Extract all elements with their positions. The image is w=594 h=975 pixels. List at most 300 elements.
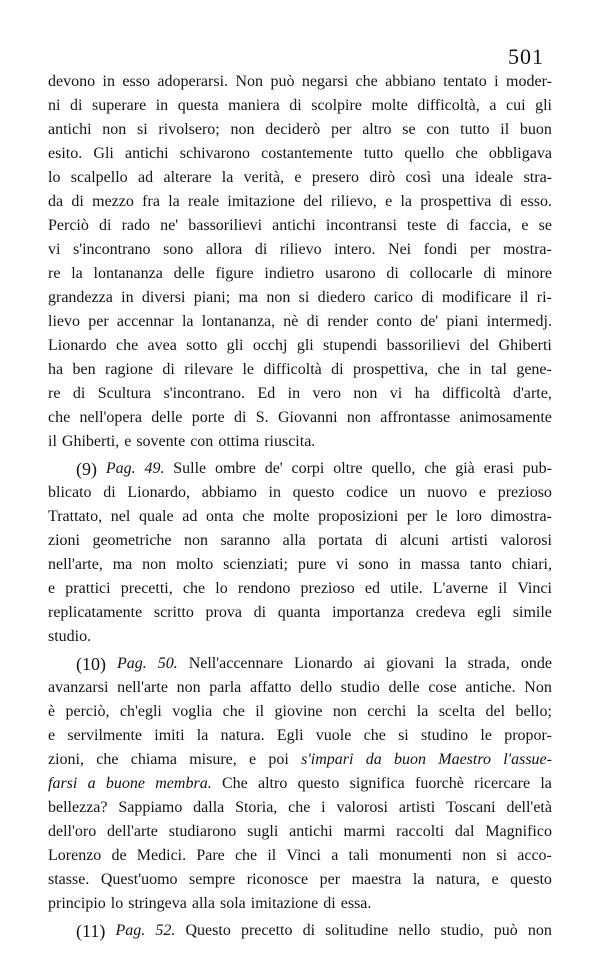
line-text-word: Toscani	[446, 799, 496, 816]
line-text-word: di	[446, 217, 459, 234]
line-text-word: che	[234, 847, 258, 864]
note-number-word: (9)	[76, 459, 97, 479]
footnote-11	[48, 919, 552, 943]
line-text-word: valorosi	[336, 799, 388, 816]
line-text-word: accennar	[116, 313, 174, 330]
page-reference-word: Pag.	[105, 460, 136, 477]
line-text-word: zioni	[48, 532, 80, 549]
line-text-word: in	[102, 73, 115, 90]
line-text-word: credeva	[415, 604, 466, 621]
line-text-word: teste	[407, 217, 437, 234]
line-text-word: quello	[404, 145, 445, 162]
line-text-word: che	[115, 337, 139, 354]
line-text-word: delle	[151, 409, 183, 426]
line-text-word: simile	[512, 604, 552, 621]
line-text-word: a	[331, 847, 339, 864]
line-text-word: di	[70, 97, 83, 114]
line-text-word: Nei	[388, 241, 412, 258]
line-text-word: S.	[255, 409, 269, 426]
line-text-word: difficoltà	[263, 361, 322, 378]
line-text-word: che	[455, 145, 478, 162]
line-text-word: stra-	[523, 169, 552, 186]
line-text-word: Lionardo	[294, 655, 353, 672]
line-text-word: avanzarsi	[48, 679, 109, 696]
line-text-word: misure,	[189, 751, 237, 768]
line-text-word: in	[155, 97, 169, 114]
line-text-word: sotto	[186, 337, 218, 354]
line-text-word: piani	[446, 313, 479, 330]
line-text-word: di	[254, 241, 268, 258]
line-text-word: portata	[318, 532, 363, 549]
line-text-word: di	[71, 193, 84, 210]
line-text-word: si	[398, 727, 409, 744]
line-text-word: scienziati;	[223, 556, 288, 573]
line-text-word: di	[233, 409, 247, 426]
quoted-phrase-word: s'impari	[301, 751, 354, 768]
text-line	[48, 166, 552, 190]
line-text-word: scolpire	[311, 97, 362, 114]
line-text-word: le	[242, 361, 255, 378]
line-text-word: re	[48, 265, 61, 282]
line-text-word: dell'oro	[48, 823, 97, 840]
line-text-word: giovine	[274, 703, 323, 720]
line-text-word: poi	[268, 751, 289, 768]
line-text-word: può	[270, 73, 295, 90]
line-text-word: non	[266, 289, 291, 306]
line-text-word: voglia	[172, 703, 213, 720]
text-line	[48, 481, 552, 505]
line-text-word: lo	[48, 169, 61, 186]
line-text-word: rilievo,	[331, 193, 377, 210]
line-text-word: rivolsero;	[158, 121, 220, 138]
line-text-word: sempre	[189, 871, 236, 888]
line-text-word: di	[421, 289, 434, 306]
line-text-word: nell'arte,	[48, 556, 103, 573]
text-line	[48, 214, 552, 238]
text-line	[48, 724, 552, 748]
quoted-phrase-word: l'assue-	[503, 751, 552, 768]
line-text-word: solitudine	[325, 922, 389, 939]
line-text-word: il	[255, 703, 265, 720]
line-text-word: di	[499, 193, 513, 210]
text-line	[48, 457, 552, 481]
line-text-word: di	[103, 484, 116, 501]
line-text-word: blicato	[48, 484, 92, 501]
line-text-word: bassorilievi	[386, 337, 461, 354]
line-text-word: le	[435, 508, 448, 525]
line-text-word: costantemente	[261, 145, 353, 162]
line-text-word: delle	[388, 679, 420, 696]
line-text-word: prezioso	[300, 580, 355, 597]
line-text-word: questa	[177, 97, 219, 114]
line-text-word: e	[294, 169, 302, 186]
line-text-word: occhj	[252, 337, 288, 354]
line-text-word: la	[540, 775, 552, 792]
note-number-word: (11)	[76, 921, 106, 941]
note-number-word: (10)	[76, 654, 106, 674]
line-text-word: alla	[282, 532, 306, 549]
line-text-word: questo	[297, 775, 340, 792]
text-line	[48, 70, 552, 94]
line-text-word: non	[332, 703, 357, 720]
line-text-word: deciderò	[265, 121, 321, 138]
line-text-word: la	[181, 313, 194, 330]
text-line	[48, 820, 552, 844]
line-text-word: di	[483, 265, 496, 282]
line-text-word: studio.	[48, 628, 92, 645]
line-text-word: studio,	[440, 922, 484, 939]
line-text-word: non	[346, 409, 371, 426]
line-text-word: gli	[296, 337, 314, 354]
line-text-word: sovente	[136, 433, 186, 450]
line-text-word: natura.	[220, 727, 265, 744]
line-text-word: precetto	[240, 922, 293, 939]
line-text-word: non	[462, 847, 487, 864]
line-text-word: giovani	[386, 655, 435, 672]
line-text-word: antiche.	[465, 679, 516, 696]
line-text-word: moder-	[506, 73, 552, 90]
line-text-word: Vinci	[517, 580, 552, 597]
text-line	[48, 676, 552, 700]
text-line	[48, 553, 552, 577]
line-text-word: conto	[376, 313, 412, 330]
line-text-word: grandezza	[48, 289, 113, 306]
line-text-word: sono	[358, 556, 389, 573]
line-text-word: e	[385, 193, 393, 210]
line-text-word: la	[221, 169, 234, 186]
line-text-word: Quest'uomo	[100, 871, 178, 888]
line-text-word: piani;	[193, 289, 231, 306]
line-text-word: principio	[48, 895, 106, 912]
line-text-word: verità,	[243, 169, 285, 186]
line-text-word: re	[48, 385, 61, 402]
line-text-word: quale	[138, 508, 174, 525]
line-text-word: se	[402, 121, 416, 138]
line-text-word: adoperarsi.	[157, 73, 229, 90]
line-text-word: sono	[163, 241, 194, 258]
line-text-word: di	[302, 922, 316, 939]
line-text-word: già	[455, 460, 475, 477]
line-text-word: schivarono	[179, 145, 250, 162]
line-text-word: ed	[364, 580, 380, 597]
line-text-word: importanza	[332, 604, 405, 621]
line-text-word: erasi	[483, 460, 514, 477]
line-text-word: stupendi	[323, 337, 378, 354]
page-reference-word: Pag.	[115, 922, 146, 939]
line-text-word: antichi	[125, 145, 169, 162]
line-text-word: Scultura	[97, 385, 152, 402]
text-line	[48, 190, 552, 214]
line-text-word: molte	[371, 97, 408, 114]
line-text-word: modificare	[441, 289, 512, 306]
line-text-word: di	[386, 265, 399, 282]
line-text-word: non	[102, 121, 127, 138]
line-text-word: obbligava	[488, 145, 552, 162]
line-text-word: cerchi	[367, 703, 407, 720]
line-text-word: di	[323, 895, 336, 912]
line-text-word: e	[48, 727, 56, 744]
line-text-word: si	[496, 847, 508, 864]
line-text-word: non	[183, 532, 208, 549]
line-text-word: carico	[373, 289, 413, 306]
line-text-word: collocarle	[409, 265, 473, 282]
line-text-word: che	[437, 361, 460, 378]
line-text-word: acco-	[517, 847, 552, 864]
line-text-word: con	[190, 433, 214, 450]
text-line	[48, 94, 552, 118]
body-text	[48, 70, 552, 943]
line-text-word: precetti,	[120, 580, 173, 597]
line-text-word: tali	[348, 847, 369, 864]
line-text-word: tutto	[363, 145, 394, 162]
text-line	[48, 868, 552, 892]
quoted-phrase-word: da	[365, 751, 382, 768]
line-text-word: che	[182, 580, 206, 597]
line-text-word: oltre	[333, 460, 363, 477]
line-text-word: Egli	[276, 727, 304, 744]
quoted-phrase-word: farsi	[48, 775, 78, 792]
page-reference-word: Pag.	[116, 655, 147, 672]
line-text-word: il	[519, 289, 529, 306]
line-text-word: non	[142, 556, 167, 573]
line-text-word: Perciò	[48, 217, 89, 234]
line-text-word: s'incontrano.	[163, 385, 246, 402]
line-text-word: in	[121, 289, 134, 306]
line-text-word: ma	[238, 289, 259, 306]
line-text-word: alterare	[163, 169, 212, 186]
line-text-word: può	[493, 922, 518, 939]
line-text-word: marmi	[343, 823, 386, 840]
line-text-word: Non	[524, 679, 552, 696]
line-text-word: artisti	[451, 532, 488, 549]
line-text-word: Lionardo	[48, 337, 107, 354]
line-text-word: mostra-	[502, 241, 552, 258]
line-text-word: è	[48, 703, 56, 720]
line-text-word: di	[375, 532, 388, 549]
line-text-word: di	[331, 361, 344, 378]
line-text-word: replicatamente	[48, 604, 143, 621]
line-text-word: per	[470, 241, 491, 258]
line-text-word: la	[412, 871, 425, 888]
line-text-word: ombre	[214, 460, 256, 477]
line-text-word: quello,	[371, 460, 416, 477]
line-text-word: di	[289, 97, 302, 114]
line-text-word: animosamente	[459, 409, 552, 426]
line-text-word: tal	[490, 361, 507, 378]
line-text-word: il	[498, 580, 508, 597]
line-text-word: stringeva	[128, 895, 187, 912]
line-text-word: molto	[175, 556, 214, 573]
line-text-word: che	[355, 73, 378, 90]
line-text-word: corpi	[291, 460, 325, 477]
line-text-word: dell'età	[506, 799, 552, 816]
line-text-word: imiti	[154, 727, 185, 744]
line-text-word: maniera	[228, 97, 280, 114]
line-text-word: prattici	[65, 580, 111, 597]
line-text-word: proposizioni	[318, 508, 399, 525]
line-text-word: buon	[519, 121, 552, 138]
line-text-word: Medici.	[136, 847, 187, 864]
line-text-word: gli	[226, 337, 244, 354]
line-text-word: di	[306, 313, 320, 330]
line-text-word: del	[469, 337, 490, 354]
line-text-word: Giovanni	[278, 409, 338, 426]
line-text-word: ad	[138, 169, 154, 186]
line-text-word: la	[196, 727, 209, 744]
line-text-word: ragione	[105, 361, 153, 378]
line-text-word: nello	[398, 922, 431, 939]
line-text-word: indietro	[264, 265, 315, 282]
line-text-word: codice	[346, 484, 388, 501]
line-text-word: tentato	[443, 73, 487, 90]
line-text-word: abbiano	[385, 73, 436, 90]
line-text-word: si	[298, 289, 310, 306]
line-text-word: ad	[182, 508, 198, 525]
text-line	[48, 430, 552, 454]
line-text-word: utile.	[390, 580, 423, 597]
text-line	[48, 334, 552, 358]
line-text-word: prezioso	[497, 484, 552, 501]
line-text-word: egli	[477, 604, 502, 621]
line-text-word: chiama	[130, 751, 177, 768]
line-text-word: i	[494, 73, 499, 90]
line-text-word: non	[230, 121, 255, 138]
line-text-word: la	[416, 703, 429, 720]
line-text-word: chiari,	[511, 556, 552, 573]
text-line	[48, 118, 552, 142]
line-text-word: dal	[454, 823, 475, 840]
line-text-word: fuorchè	[415, 775, 464, 792]
line-text-word: delle	[173, 265, 205, 282]
line-text-word: loro	[456, 508, 482, 525]
line-text-word: studio	[340, 679, 380, 696]
line-text-word: prospettiva	[420, 193, 492, 210]
page-reference-word: 50.	[157, 655, 178, 672]
line-text-word: difficoltà	[442, 385, 501, 402]
line-text-word: per	[406, 508, 428, 525]
footnote-9	[48, 457, 552, 649]
line-text-word: per	[319, 871, 341, 888]
line-text-word: parla	[209, 679, 242, 696]
text-line	[48, 601, 552, 625]
line-text-word: intermedj.	[486, 313, 552, 330]
line-text-word: lo	[215, 580, 228, 597]
line-text-word: prospettiva,	[353, 361, 429, 378]
line-text-word: L'averne	[432, 580, 489, 597]
line-text-word: scelta	[438, 703, 476, 720]
line-text-word: che	[363, 727, 386, 744]
line-text-word: che	[96, 751, 119, 768]
line-text-word: Lionardo,	[127, 484, 191, 501]
line-text-word: usarono	[324, 265, 376, 282]
line-text-word: de'	[264, 460, 283, 477]
line-text-word: bassorilievi	[188, 217, 263, 234]
line-text-word: vuole	[315, 727, 352, 744]
line-text-word: non	[353, 385, 378, 402]
line-text-word: si	[137, 121, 148, 138]
line-text-word: così	[405, 169, 432, 186]
line-text-word: fra	[142, 193, 160, 210]
line-text-word: che	[424, 460, 447, 477]
line-text-word: ben	[72, 361, 96, 378]
line-text-word: Lorenzo	[48, 847, 102, 864]
line-text-word: gli	[535, 97, 552, 114]
line-text-word: essa.	[340, 895, 372, 912]
line-text-word: ma	[112, 556, 133, 573]
line-text-word: pub-	[522, 460, 552, 477]
line-text-word: i	[321, 799, 326, 816]
line-text-word: monumenti	[379, 847, 452, 864]
line-text-word: studino	[421, 727, 469, 744]
line-text-word: quanta	[277, 604, 321, 621]
line-text-word: diversi	[141, 289, 186, 306]
line-text-word: sugli	[247, 823, 279, 840]
line-text-word: saranno	[220, 532, 271, 549]
line-text-word: nè	[283, 313, 299, 330]
line-text-word: del	[485, 703, 506, 720]
line-text-word: Questo	[185, 922, 231, 939]
line-text-word: molte	[273, 508, 310, 525]
line-text-word: devono	[48, 73, 96, 90]
line-text-word: studiarono	[168, 823, 237, 840]
line-text-word: antichi	[272, 217, 316, 234]
line-text-word: de'	[420, 313, 439, 330]
line-text-word: fondi	[423, 241, 458, 258]
line-text-word: per	[88, 313, 109, 330]
line-text-word: bello;	[515, 703, 552, 720]
line-text-word: massa	[420, 556, 460, 573]
line-text-word: altro	[362, 121, 392, 138]
text-line	[48, 577, 552, 601]
line-text-word: propor-	[504, 727, 552, 744]
footnote-10	[48, 652, 552, 916]
line-text-word: affrontasse	[380, 409, 451, 426]
line-text-word: non	[527, 922, 552, 939]
line-text-word: imitazione	[250, 895, 319, 912]
line-text-word: in	[469, 361, 482, 378]
line-text-word: sola	[219, 895, 246, 912]
line-text-word: Pare	[196, 847, 225, 864]
line-text-word: le	[480, 727, 492, 744]
line-text-word: servilmente	[67, 727, 143, 744]
line-text-word: in	[287, 385, 301, 402]
line-text-word: ai	[363, 655, 376, 672]
line-text-word: Sulle	[173, 460, 207, 477]
line-text-word: vi	[389, 385, 403, 402]
line-text-word: maestra	[351, 871, 402, 888]
line-text-word: ricercare	[474, 775, 531, 792]
line-text-word: di	[99, 217, 112, 234]
page-reference-word: 49.	[144, 460, 165, 477]
text-line	[48, 748, 552, 772]
text-line	[48, 238, 552, 262]
line-text-word: riconosce	[246, 871, 309, 888]
text-line	[48, 529, 552, 553]
line-text-word: in	[268, 484, 281, 501]
line-text-word: la	[168, 193, 180, 210]
line-text-word: vero	[312, 385, 341, 402]
line-text-word: da	[48, 193, 64, 210]
line-text-word: per	[331, 121, 352, 138]
text-line	[48, 625, 552, 649]
line-text-word: ni	[48, 97, 61, 114]
line-text-word: ri-	[536, 289, 552, 306]
line-text-word: alcuni	[399, 532, 440, 549]
line-text-word: onta	[206, 508, 234, 525]
text-line	[48, 358, 552, 382]
line-text-word: abbiamo	[201, 484, 257, 501]
line-text-word: il	[267, 847, 277, 864]
